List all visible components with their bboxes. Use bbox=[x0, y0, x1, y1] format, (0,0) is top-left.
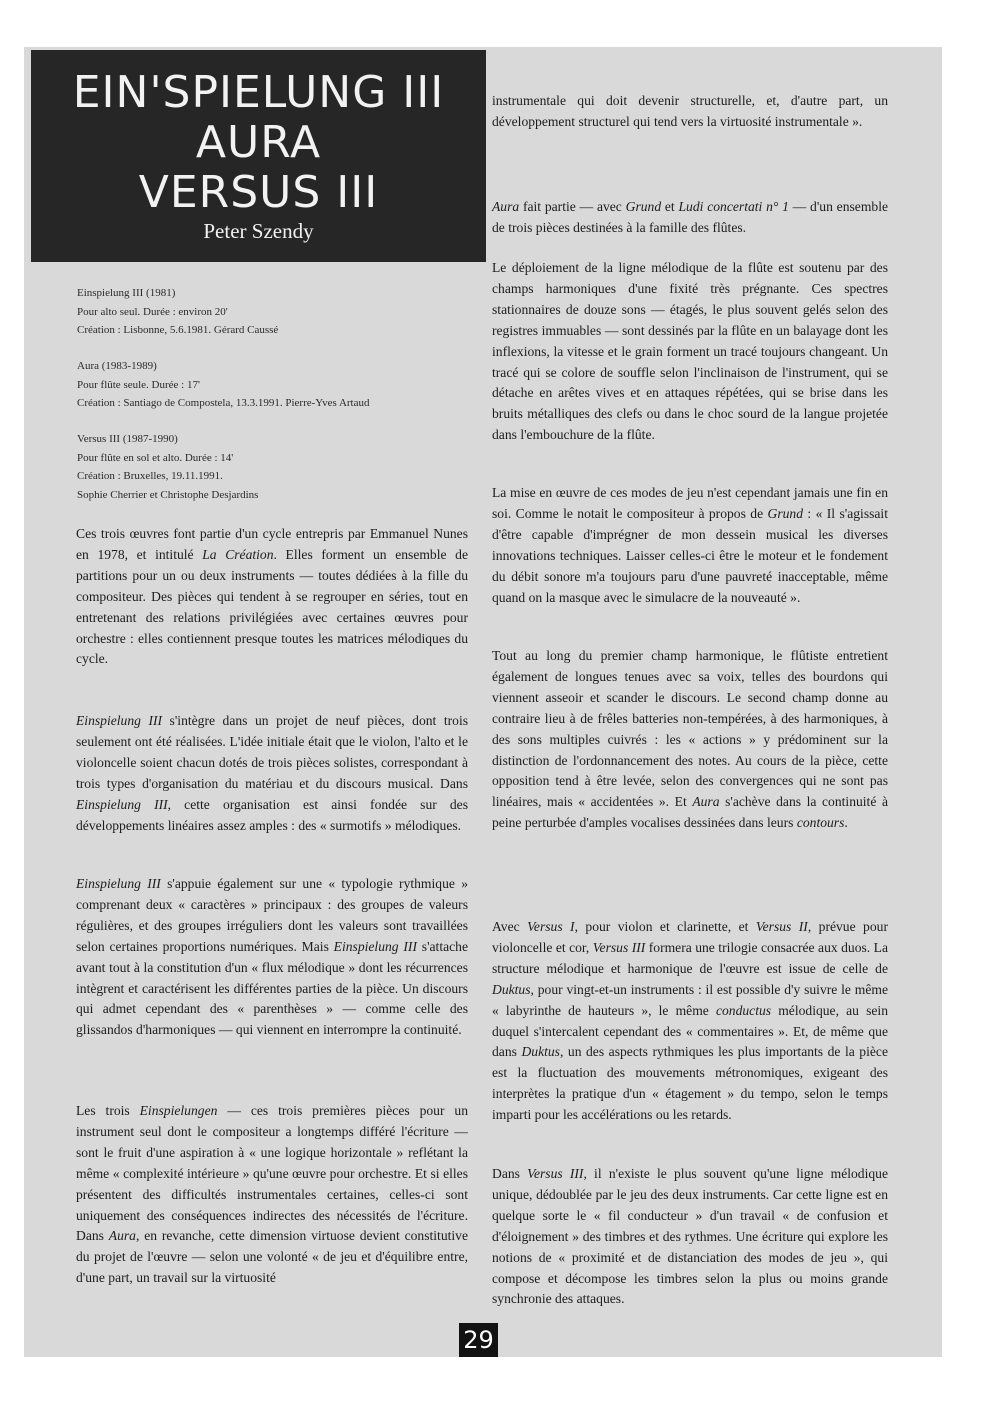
credit-title: Versus III (1987-1990) bbox=[77, 433, 178, 445]
paragraph: Tout au long du premier champ harmonique, le flûtiste entretient également de longues tenues avec sa voix, telles des bourdons qui viennent asseoir et scander le discours. Le second champ donne au contraire lieu à de frêles batteries non-tempérées, à des harmoniques, à des sons multiples cuivrés : les « actions » y prédominent sur la distinction de l'ordonnancement des notes. Au cours de la pièce, cette opposition tend à être levée, selon des convergences qui ne sont pas linéaires, mais « accidentées ». Et Aura s'achève dans la continuité à peine perturbée d'amples vocalises dessinées dans leurs contours. bbox=[492, 648, 888, 831]
credits-versus bbox=[77, 430, 477, 504]
credit-line: Création : Bruxelles, 19.11.1991. bbox=[77, 470, 223, 482]
paragraph: Le déploiement de la ligne mélodique de la flûte est soutenu par des champs harmoniques d'une fixité très prégnante. Ces spectres stationnaires de douze sons — étagés, le plus souvent gelés selon des registres immuables — sont dessinés par la flûte en un balayage dont les inflexions, la vitesse et le grain forment un tracé toujours changeant. Un tracé qui se colore de souffle selon l'inclinaison de l'instrument, qui se détache en arêtes vives et en attaques répétées, qui se brise dans les bruits métalliques des clefs ou dans le choc sourd de la langue projetée dans l'embouchure de la flûte. bbox=[492, 260, 888, 443]
paragraph: Ces trois œuvres font partie d'un cycle entrepris par Emmanuel Nunes en 1978, et intitulé La Création. Elles forment un ensemble de partitions pour un ou deux instruments — toutes dédiées à la fille du compositeur. Des pièces qui tendent à se regrouper en séries, tout en entretenant des relations privilégiées avec certaines œuvres pour orchestre : elles contiennent presque toutes les matrices mélodiques du cycle. bbox=[76, 526, 468, 667]
paragraph: instrumentale qui doit devenir structurelle, et, d'autre part, un développement structurel qui tend vers la virtuosité instrumentale ». bbox=[492, 93, 888, 129]
paragraph: Dans Versus III, il n'existe le plus souvent qu'une ligne mélodique unique, dédoublée par le jeu des deux instruments. Car cette ligne est en quelque sorte le « fil conducteur » d'un travail « de confusion et d'éloignement » des timbres et des rythmes. Une écriture qui explore les notions de « proximité et de distanciation des modes de jeu », qui compose et décompose les timbres selon la plus ou moins grande synchronie des attaques. bbox=[492, 1166, 889, 1307]
page-title-line-3: VERSUS III bbox=[138, 167, 379, 218]
credits-einspielung bbox=[77, 284, 477, 340]
credit-title: Einspielung III (1981) bbox=[77, 287, 176, 299]
paragraph: Aura fait partie — avec Grund et Ludi concertati n° 1 — d'un ensemble de trois pièces destinées à la famille des flûtes. bbox=[492, 199, 889, 235]
paragraph: Einspielung III s'intègre dans un projet de neuf pièces, dont trois seulement ont été réalisées. L'idée initiale était que le violon, l'alto et le violoncelle soient chacun dotés de trois pièces solistes, correspondant à trois types d'organisation du matériau et du discours musical. Dans Einspielung III, cette organisation est ainsi fondée sur des développements linéaires assez amples : des « surmotifs » mélodiques. bbox=[76, 713, 469, 833]
paragraph: Avec Versus I, pour violon et clarinette, et Versus II, prévue pour violoncelle et cor, Versus III formera une trilogie consacrée aux duos. La structure mélodique et harmonique de l'œuvre est issue de celle de Duktus, pour vingt-et-un instruments : il est possible d'y suivre le même « labyrinthe de hauteurs », le même conductus mélodique, au sein duquel s'intercalent cependant des « commentaires ». Et, de même que dans Duktus, un des aspects rythmiques les plus importants de la pièce est la fluctuation des mouvements métronomiques, exigeant des interprètes la pratique d'un « étagement » du tempo, selon le temps imparti pour les accélérations ou les retards. bbox=[492, 919, 888, 1123]
credit-title: Aura (1983-1989) bbox=[77, 360, 157, 372]
credit-line: Pour flûte seule. Durée : 17' bbox=[77, 378, 200, 391]
credit-line: Création : Lisbonne, 5.6.1981. Gérard Caussé bbox=[77, 324, 279, 336]
author-name: Peter Szendy bbox=[203, 219, 314, 243]
credit-line: Création : Santiago de Compostela, 13.3.1991. Pierre-Yves Artaud bbox=[77, 397, 370, 409]
page-number: 29 bbox=[459, 1323, 498, 1357]
title-block bbox=[31, 50, 486, 262]
credits-aura bbox=[77, 357, 477, 413]
paragraph: Les trois Einspielungen — ces trois premières pièces pour un instrument seul dont le compositeur a longtemps différé l'écriture — sont le fruit d'une aspiration à « une logique horizontale » reflétant la même « complexité intérieure » qu'une œuvre pour orchestre. Et si elles présentent des difficultés instrumentales certaines, celles-ci sont uniquement des conséquences indirectes des nécessités de l'écriture. Dans Aura, en revanche, cette dimension virtuose devient constitutive du projet de l'œuvre — selon une volonté « de jeu et d'équilibre entre, d'une part, un travail sur la virtuosité bbox=[76, 1103, 468, 1286]
paragraph: Einspielung III s'appuie également sur une « typologie rythmique » comprenant deux « caractères » principaux : des groupes de valeurs régulières, et des groupes irréguliers dont les valeurs sont travaillées selon certaines proportions numériques. Mais Einspielung III s'attache avant tout à la constitution d'un « flux mélodique » dont les récurrences intègrent et caractérisent les différentes parties de la pièce. Un discours qui admet cependant des « parenthèses » — comme celle des glissandos d'harmoniques — qui viennent en interrompre la continuité. bbox=[76, 876, 469, 1038]
credit-line: Pour alto seul. Durée : environ 20' bbox=[77, 305, 228, 318]
paragraph: La mise en œuvre de ces modes de jeu n'est cependant jamais une fin en soi. Comme le notait le compositeur à propos de Grund : « Il s'agissait d'être capable d'imprégner de mon dessein musical les diverses innovations techniques. Laisser celles-ci être le moteur et le fondement du débit sonore m'a toujours paru d'une pauvreté inacceptable, même quand on la masque avec le simulacre de la nouveauté ». bbox=[492, 485, 888, 605]
page-title-line-1: EIN'SPIELUNG III bbox=[72, 67, 445, 118]
credit-line: Sophie Cherrier et Christophe Desjardins bbox=[77, 488, 259, 501]
credit-line: Pour flûte en sol et alto. Durée : 14' bbox=[77, 451, 234, 464]
page-title-line-2: AURA bbox=[195, 117, 322, 168]
